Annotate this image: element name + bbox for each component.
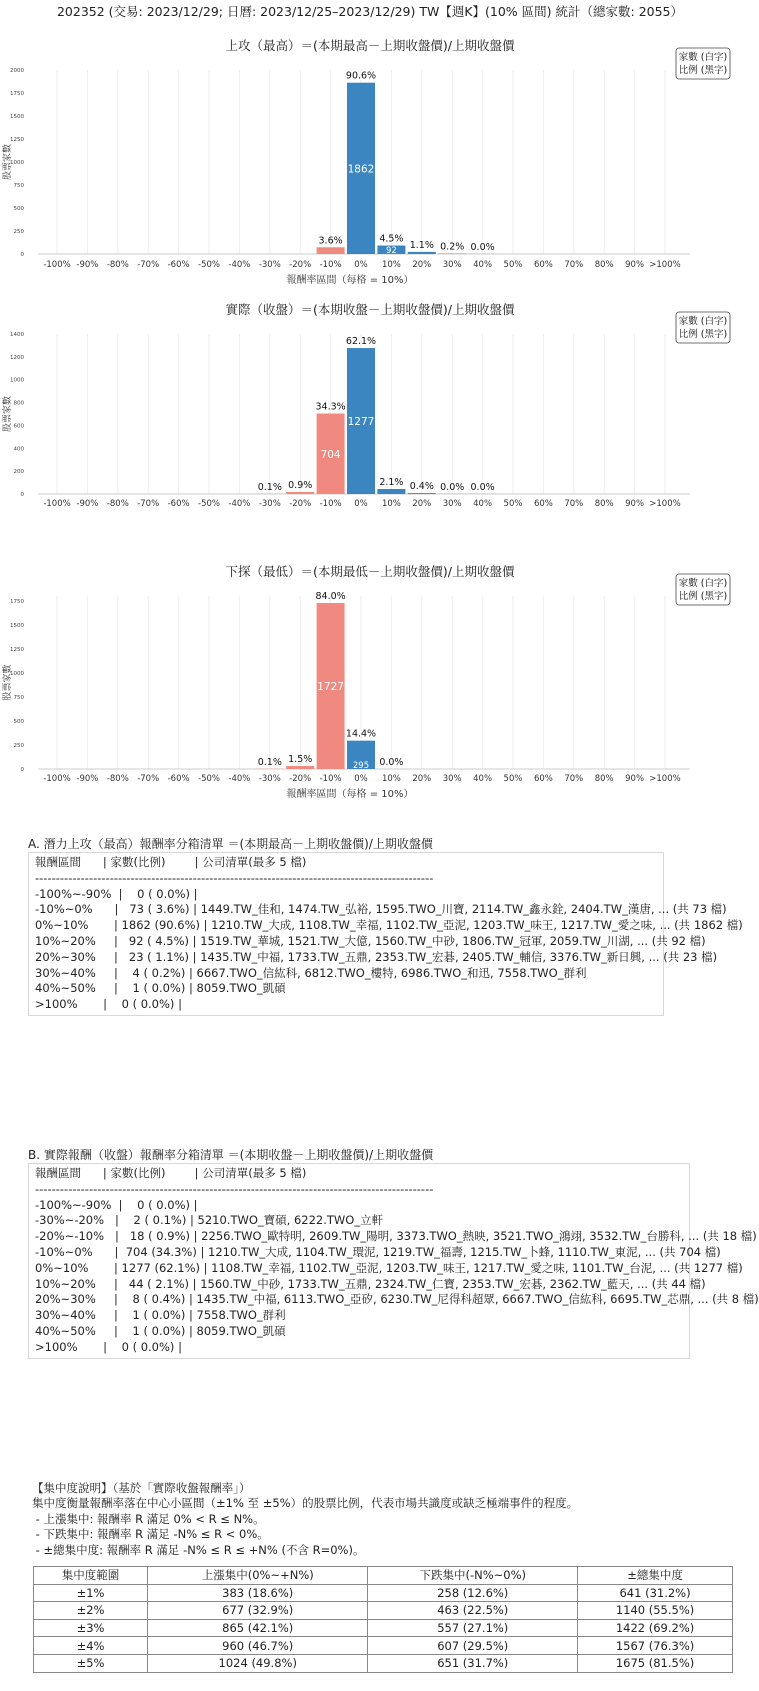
- x-tick-label: -90%: [76, 260, 99, 270]
- x-tick-label: -100%: [43, 260, 71, 270]
- table-cell: 865 (42.1%): [148, 1619, 368, 1637]
- x-tick-label: -30%: [258, 260, 281, 270]
- table-cell: 258 (12.6%): [368, 1584, 578, 1602]
- y-tick-label: 500: [13, 206, 24, 212]
- x-tick-label: 60%: [533, 499, 553, 509]
- x-tick-label: -20%: [289, 774, 312, 784]
- list-row: -100%~-90% | 0 ( 0.0%) |: [35, 1197, 198, 1212]
- table-cell: 1024 (49.8%): [148, 1654, 368, 1672]
- y-tick-label: 250: [13, 742, 24, 749]
- y-tick-label: 750: [13, 694, 24, 701]
- x-tick-label: -100%: [43, 499, 71, 509]
- list-row: 10%~20% | 92 ( 4.5%) | 1519.TW_華城, 1521.TW_大億, 1560.TW_中砂, 1806.TW_冠軍, 2059.TW_川湖, ... (共 92 檔): [35, 933, 706, 948]
- bar-pct-label: 0.1%: [257, 481, 282, 493]
- x-tick-label: 90%: [625, 774, 645, 784]
- x-tick-label: -60%: [167, 499, 190, 509]
- x-tick-label: -70%: [137, 774, 160, 784]
- table-cell: 1675 (81.5%): [578, 1654, 733, 1672]
- y-tick-label: 500: [13, 718, 24, 725]
- bar-count-label: 1727: [317, 681, 344, 694]
- bar-pct-label: 3.6%: [318, 235, 343, 247]
- legend-item-ratio: 比例 (黑字): [678, 65, 728, 76]
- legend: [676, 48, 730, 79]
- concentration-description: [32, 1481, 578, 1558]
- y-tick-label: 750: [13, 183, 24, 189]
- y-axis-label: 股票家數: [3, 395, 13, 433]
- list-row: -100%~-90% | 0 ( 0.0%) |: [35, 886, 198, 901]
- concentration-line: - ±總集中度: 報酬率 R 滿足 -N% ≤ R ≤ +N% (不含 R=0%)。: [32, 1542, 365, 1557]
- table-row: [34, 1602, 733, 1620]
- list-row: 10%~20% | 44 ( 2.1%) | 1560.TW_中砂, 1733.TW_五鼎, 2324.TW_仁寶, 2353.TW_宏碁, 2362.TW_藍天, ... (共 44 檔): [35, 1276, 706, 1291]
- chart-title: 上攻（最高）＝(本期最高－上期收盤價)/上期收盤價: [225, 38, 515, 53]
- x-tick-label: 10%: [381, 774, 401, 784]
- bar-pct-label: 84.0%: [315, 591, 346, 603]
- y-tick-label: 1750: [10, 91, 24, 97]
- y-tick-label: 600: [13, 423, 24, 430]
- y-tick-label: 1250: [10, 137, 24, 143]
- table-cell: ±4%: [34, 1637, 148, 1655]
- bar-count-label: 704: [320, 448, 341, 461]
- list-row: >100% | 0 ( 0.0%) |: [35, 997, 182, 1012]
- list-row: 40%~50% | 1 ( 0.0%) | 8059.TWO_凱碩: [35, 1323, 286, 1338]
- table-cell: 607 (29.5%): [368, 1637, 578, 1655]
- bar-pct-label: 2.1%: [379, 476, 404, 488]
- x-tick-label: -60%: [167, 260, 190, 270]
- bar-pct-label: 0.4%: [409, 481, 434, 493]
- concentration-line: 集中度衡量報酬率落在中心小區間（±1% 至 ±5%）的股票比例，代表市場共識度或缺乏極端事件的程度。: [32, 1496, 579, 1511]
- table-cell: 1567 (76.3%): [578, 1637, 733, 1655]
- list-divider: ------------------------------------------------------------------------------------------------: [35, 1181, 434, 1196]
- x-tick-label: -40%: [228, 260, 251, 270]
- x-tick-label: -60%: [167, 774, 190, 784]
- table-row: [34, 1584, 733, 1602]
- x-tick-label: -40%: [228, 499, 251, 509]
- y-tick-label: 1000: [10, 377, 24, 384]
- x-tick-label: >100%: [649, 499, 681, 509]
- y-tick-label: 1500: [10, 114, 24, 120]
- x-tick-label: -20%: [289, 260, 312, 270]
- x-tick-label: 0%: [354, 260, 368, 270]
- list-row: 20%~30% | 8 ( 0.4%) | 1435.TW_中福, 6113.TWO_亞矽, 6230.TW_尼得科超眾, 6667.TWO_信紘科, 6695.TW_芯鼎, ... (共 8 檔): [35, 1292, 759, 1307]
- y-tick-label: 1200: [10, 354, 24, 361]
- x-tick-label: -70%: [137, 260, 160, 270]
- x-tick-label: -100%: [43, 774, 71, 784]
- y-tick-label: 0: [20, 492, 24, 498]
- list-row: 0%~10% | 1277 (62.1%) | 1108.TW_幸福, 1102.TW_亞泥, 1203.TW_味王, 1217.TW_愛之味, 1101.TW_台泥, ... (共 1277 檔): [35, 1260, 743, 1275]
- x-tick-label: 0%: [354, 774, 368, 784]
- y-tick-label: 400: [13, 446, 24, 453]
- x-tick-label: -10%: [319, 774, 342, 784]
- table-header-cell: 上漲集中(0%~+N%): [148, 1567, 368, 1585]
- x-tick-label: 40%: [473, 499, 493, 509]
- bar-pct-label: 1.1%: [409, 239, 434, 251]
- list-row: 0%~10% | 1862 (90.6%) | 1210.TW_大成, 1108.TW_幸福, 1102.TW_亞泥, 1203.TW_味王, 1217.TW_愛之味, ... (共 1862 檔): [35, 918, 743, 933]
- chart-low: [0, 562, 740, 826]
- x-tick-label: -80%: [106, 260, 129, 270]
- table-header-cell: ±總集中度: [578, 1567, 733, 1585]
- bar-count-label: 92: [385, 246, 397, 256]
- bar-pct-label: 0.0%: [379, 757, 404, 768]
- table-cell: ±5%: [34, 1654, 148, 1672]
- chart-title: 實際（收盤）＝(本期收盤－上期收盤價)/上期收盤價: [225, 302, 515, 317]
- list-row: -10%~0% | 73 ( 3.6%) | 1449.TW_佳和, 1474.TW_弘裕, 1595.TWO_川寶, 2114.TW_鑫永銓, 2404.TW_漢唐, ... (共 73 檔): [35, 902, 727, 917]
- section-a-list: [28, 852, 743, 1016]
- x-tick-label: 30%: [442, 260, 462, 270]
- bar: [408, 493, 436, 494]
- y-tick-label: 200: [13, 469, 24, 476]
- x-tick-label: 70%: [564, 774, 584, 784]
- legend-item-count: 家數 (白字): [678, 578, 728, 589]
- bar-count-label: 1862: [347, 163, 375, 176]
- bar-count-label: 1277: [347, 416, 375, 429]
- legend: [676, 312, 730, 343]
- list-row: 30%~40% | 1 ( 0.0%) | 7558.TWO_群利: [35, 1308, 286, 1323]
- bar: [286, 766, 314, 769]
- table-header-cell: 下跌集中(-N%~0%): [368, 1567, 578, 1585]
- concentration-table: [33, 1566, 733, 1673]
- bar: [286, 492, 314, 494]
- x-tick-label: -70%: [137, 499, 160, 509]
- x-tick-label: 20%: [412, 499, 432, 509]
- bar: [408, 252, 436, 254]
- x-tick-label: 40%: [473, 260, 493, 270]
- x-tick-label: -90%: [76, 774, 99, 784]
- bar: [377, 489, 405, 494]
- chart-close: [0, 300, 740, 540]
- table-header-cell: 集中度範圍: [34, 1567, 148, 1585]
- list-row: 30%~40% | 4 ( 0.2%) | 6667.TWO_信紘科, 6812.TWO_樓特, 6986.TWO_和迅, 7558.TWO_群利: [35, 965, 587, 980]
- bar: [317, 247, 345, 254]
- x-tick-label: -30%: [258, 499, 281, 509]
- bar-pct-label: 0.9%: [288, 479, 313, 491]
- x-tick-label: 90%: [625, 260, 645, 270]
- x-tick-label: >100%: [649, 774, 681, 784]
- x-axis-label: 報酬率區間（每格 = 10%）: [286, 275, 414, 286]
- y-tick-label: 800: [13, 400, 24, 407]
- table-cell: 960 (46.7%): [148, 1637, 368, 1655]
- legend-item-ratio: 比例 (黑字): [678, 591, 728, 602]
- list-divider: ------------------------------------------------------------------------------------------------: [35, 870, 434, 885]
- table-cell: 641 (31.2%): [578, 1584, 733, 1602]
- list-header: 報酬區間 | 家數(比例) | 公司清單(最多 5 檔): [35, 855, 307, 869]
- legend-item-count: 家數 (白字): [678, 316, 728, 327]
- concentration-line: - 上漲集中: 報酬率 R 滿足 0% < R ≤ N%。: [32, 1511, 265, 1526]
- bar-pct-label: 90.6%: [345, 70, 377, 82]
- table-row: [34, 1637, 733, 1655]
- legend: [676, 574, 730, 605]
- x-tick-label: 20%: [412, 774, 432, 784]
- y-tick-label: 0: [20, 767, 24, 773]
- x-tick-label: 80%: [594, 499, 614, 509]
- x-tick-label: -10%: [319, 260, 342, 270]
- bar-pct-label: 0.0%: [440, 481, 465, 493]
- x-tick-label: 50%: [503, 260, 523, 270]
- y-axis-label: 股票家數: [3, 664, 13, 701]
- x-tick-label: 90%: [625, 499, 645, 509]
- bar-pct-label: 4.5%: [379, 233, 404, 245]
- chart-high: [0, 36, 740, 288]
- x-tick-label: 50%: [503, 774, 523, 784]
- y-tick-label: 250: [13, 229, 24, 235]
- x-tick-label: 20%: [412, 260, 432, 270]
- bar-count-label: 295: [352, 761, 370, 771]
- bar-pct-label: 0.0%: [470, 241, 495, 253]
- x-tick-label: -50%: [198, 499, 220, 509]
- x-tick-label: 40%: [473, 774, 493, 784]
- x-tick-label: -80%: [106, 774, 129, 784]
- table-cell: 1140 (55.5%): [578, 1602, 733, 1620]
- section-b-title: B. 實際報酬（收盤）報酬率分箱清單 ＝(本期收盤－上期收盤價)/上期收盤價: [28, 1148, 434, 1162]
- y-tick-label: 1000: [10, 670, 24, 677]
- concentration-line: 【集中度說明】（基於「實際收盤報酬率」）: [32, 1481, 251, 1495]
- x-tick-label: -50%: [198, 774, 220, 784]
- x-tick-label: -90%: [76, 499, 99, 509]
- y-tick-label: 1500: [10, 622, 24, 629]
- bar-pct-label: 62.1%: [345, 336, 377, 348]
- table-cell: ±1%: [34, 1584, 148, 1602]
- y-tick-label: 1400: [10, 332, 24, 338]
- x-tick-label: -30%: [258, 774, 281, 784]
- x-tick-label: 70%: [564, 499, 584, 509]
- list-row: 40%~50% | 1 ( 0.0%) | 8059.TWO_凱碩: [35, 981, 286, 996]
- list-row: -30%~-20% | 2 ( 0.1%) | 5210.TWO_寶碩, 6222.TWO_立軒: [35, 1213, 384, 1228]
- table-cell: 383 (18.6%): [148, 1584, 368, 1602]
- page-title: 202352 (交易: 2023/12/29; 日曆: 2023/12/25–2023/12/29) TW【週K】(10% 區間) 統計（總家數: 2055）: [56, 4, 684, 19]
- x-tick-label: 10%: [381, 499, 401, 509]
- bar-pct-label: 34.3%: [315, 401, 346, 413]
- table-cell: 557 (27.1%): [368, 1619, 578, 1637]
- bar-pct-label: 0.2%: [440, 241, 465, 253]
- x-tick-label: 60%: [533, 774, 553, 784]
- table-cell: ±3%: [34, 1619, 148, 1637]
- y-axis-label: 股票家數: [3, 143, 13, 181]
- x-tick-label: >100%: [649, 260, 681, 270]
- list-header: 報酬區間 | 家數(比例) | 公司清單(最多 5 檔): [35, 1166, 307, 1180]
- list-row: -10%~0% | 704 (34.3%) | 1210.TW_大成, 1104.TW_環泥, 1219.TW_福壽, 1215.TW_卜蜂, 1110.TW_東泥, ... (共 704 檔): [35, 1244, 721, 1259]
- table-cell: 463 (22.5%): [368, 1602, 578, 1620]
- x-tick-label: -20%: [289, 499, 312, 509]
- table-row: [34, 1619, 733, 1637]
- x-tick-label: 30%: [442, 774, 462, 784]
- legend-item-count: 家數 (白字): [678, 52, 728, 63]
- x-tick-label: 80%: [594, 260, 614, 270]
- chart-title: 下探（最低）＝(本期最低－上期收盤價)/上期收盤價: [225, 564, 515, 579]
- x-tick-label: -40%: [228, 774, 251, 784]
- y-tick-label: 2000: [10, 68, 24, 74]
- x-tick-label: -80%: [106, 499, 129, 509]
- bar-pct-label: 0.0%: [470, 481, 495, 493]
- x-tick-label: -10%: [319, 499, 342, 509]
- x-tick-label: 10%: [381, 260, 401, 270]
- list-row: 20%~30% | 23 ( 1.1%) | 1435.TW_中福, 1733.TW_五鼎, 2353.TW_宏碁, 2405.TW_輔信, 3376.TW_新日興, ... (共 23 檔): [35, 949, 718, 964]
- list-row: -20%~-10% | 18 ( 0.9%) | 2256.TWO_歐特明, 2609.TW_陽明, 3373.TWO_熱映, 3521.TWO_鴻翊, 3532.TW_台勝科, ... (共 18 檔): [35, 1229, 757, 1244]
- y-tick-label: 0: [20, 252, 24, 258]
- bar-pct-label: 1.5%: [288, 754, 313, 766]
- bar-pct-label: 14.4%: [345, 728, 377, 740]
- x-tick-label: 30%: [442, 499, 462, 509]
- y-tick-label: 1750: [10, 598, 24, 605]
- table-cell: 1422 (69.2%): [578, 1619, 733, 1637]
- section-b-list: [28, 1163, 759, 1359]
- list-row: >100% | 0 ( 0.0%) |: [35, 1339, 182, 1354]
- table-cell: 677 (32.9%): [148, 1602, 368, 1620]
- x-tick-label: 60%: [533, 260, 553, 270]
- legend-item-ratio: 比例 (黑字): [678, 329, 728, 340]
- table-row: [34, 1654, 733, 1672]
- x-axis-label: 報酬率區間（每格 = 10%）: [286, 789, 414, 800]
- x-tick-label: 50%: [503, 499, 523, 509]
- y-tick-label: 1250: [10, 646, 24, 653]
- table-cell: 651 (31.7%): [368, 1654, 578, 1672]
- y-tick-label: 1000: [10, 160, 24, 166]
- x-tick-label: 80%: [594, 774, 614, 784]
- concentration-line: - 下跌集中: 報酬率 R 滿足 -N% ≤ R < 0%。: [32, 1527, 269, 1542]
- x-tick-label: 0%: [354, 499, 368, 509]
- section-a-title: A. 潛力上攻（最高）報酬率分箱清單 ＝(本期最高－上期收盤價)/上期收盤價: [28, 837, 433, 851]
- bar-pct-label: 0.1%: [257, 756, 282, 768]
- x-tick-label: 70%: [564, 260, 584, 270]
- table-cell: ±2%: [34, 1602, 148, 1620]
- x-tick-label: -50%: [198, 260, 220, 270]
- table-header-row: [34, 1567, 733, 1585]
